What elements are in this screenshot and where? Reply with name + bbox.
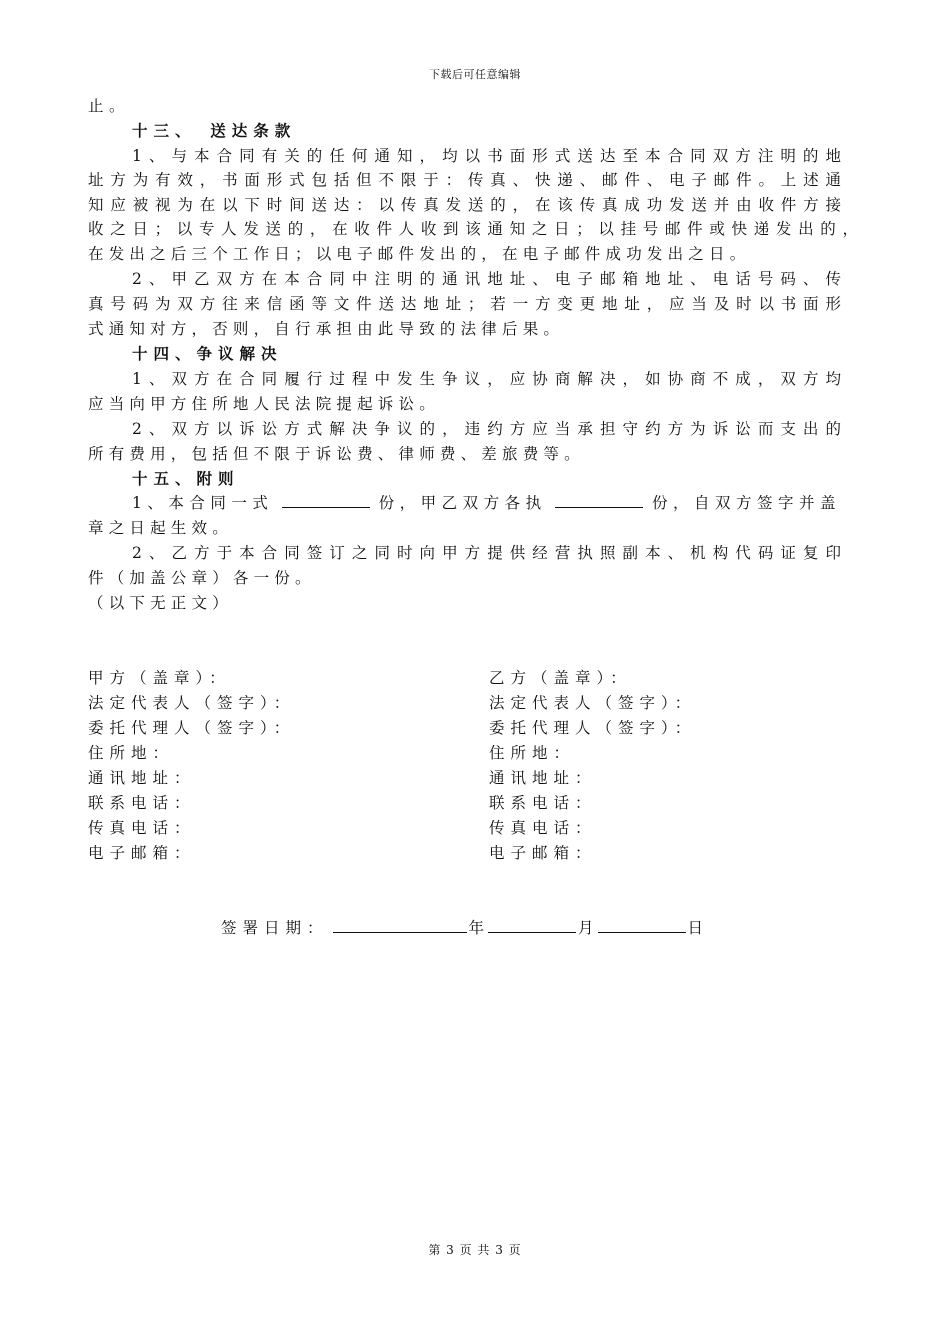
section-15-title: 十五、附则 bbox=[132, 469, 240, 488]
party-a-domicile-label: 住所地： bbox=[88, 744, 175, 762]
section-14-p2-last-line: 所有费用，包括但不限于诉讼费、律师费、差旅费等。 bbox=[88, 445, 585, 463]
continuation-text: 止。 bbox=[88, 97, 131, 115]
section-13-p2-line: 真号码为双方往来信函等文件送达地址；若一方变更地址，应当及时以书面形 bbox=[88, 295, 841, 313]
signing-month-blank[interactable] bbox=[488, 918, 576, 933]
signing-day-label: 日 bbox=[687, 919, 704, 937]
copies-total-blank[interactable] bbox=[282, 493, 370, 508]
section-13-p1-line: 1、与本合同有关的任何通知，均以书面形式送达至本合同双方注明的地 bbox=[132, 147, 841, 165]
end-of-text-note: （以下无正文） bbox=[88, 594, 233, 612]
section-13-p1-line: 知应被视为在以下时间送达：以传真发送的，在该传真成功发送并由收件方接 bbox=[88, 196, 841, 214]
section-14-p1-line: 1、双方在合同履行过程中发生争议，应协商解决，如协商不成，双方均 bbox=[132, 370, 841, 388]
section-13-p1-line: 址方为有效，书面形式包括但不限于：传真、快递、邮件、电子邮件。上述通 bbox=[88, 171, 841, 189]
party-a-address-label: 通讯地址： bbox=[88, 769, 196, 787]
party-a-fax-label: 传真电话： bbox=[88, 819, 196, 837]
signing-year-blank[interactable] bbox=[333, 918, 467, 933]
section-13-title: 十三、 送达条款 bbox=[132, 121, 297, 140]
section-13-p2-line: 2、甲乙双方在本合同中注明的通讯地址、电子邮箱地址、电话号码、传 bbox=[132, 270, 841, 288]
signing-day-blank[interactable] bbox=[598, 918, 686, 933]
signing-date-label: 签署日期： bbox=[221, 919, 329, 937]
section-15-p1-part-b: 份，甲乙双方各执 bbox=[378, 494, 547, 512]
section-14-p1-last-line: 应当向甲方住所地人民法院提起诉讼。 bbox=[88, 395, 440, 413]
signing-date-line bbox=[221, 916, 703, 938]
signing-month-label: 月 bbox=[578, 919, 594, 937]
party-b-email-label: 电子邮箱： bbox=[489, 844, 597, 862]
party-b-fax-label: 传真电话： bbox=[489, 819, 597, 837]
party-b-representative-label: 法定代表人（签字）： bbox=[489, 694, 697, 712]
section-15-p2-last-line: 件（加盖公章）各一份。 bbox=[88, 569, 316, 587]
section-13-p1-last-line: 在发出之后三个工作日；以电子邮件发出的，在电子邮件成功发出之日。 bbox=[88, 245, 751, 263]
page-footer: 第 3 页 共 3 页 bbox=[428, 1243, 522, 1257]
party-a-representative-label: 法定代表人（签字）： bbox=[88, 694, 296, 712]
section-15-p1-part-c: 份，自双方签字并盖 bbox=[651, 494, 841, 512]
party-b-phone-label: 联系电话： bbox=[489, 794, 597, 812]
section-13-p1-line: 收之日；以专人发送的，在收件人收到该通知之日；以挂号邮件或快递发出的， bbox=[88, 220, 858, 238]
signing-year-label: 年 bbox=[468, 919, 485, 937]
copies-each-blank[interactable] bbox=[555, 493, 643, 508]
section-15-p2-line: 2、乙方于本合同签订之同时向甲方提供经营执照副本、机构代码证复印 bbox=[132, 544, 841, 562]
section-15-p1-part-a: 1、本合同一式 bbox=[132, 494, 274, 512]
section-14-title: 十四、争议解决 bbox=[132, 344, 283, 363]
party-b-seal-label: 乙方（盖章）： bbox=[489, 669, 632, 687]
party-a-agent-label: 委托代理人（签字）： bbox=[88, 719, 296, 737]
section-14-p2-line: 2、双方以诉讼方式解决争议的，违约方应当承担守约方为诉讼而支出的 bbox=[132, 420, 841, 438]
party-b-domicile-label: 住所地： bbox=[489, 744, 576, 762]
party-b-address-label: 通讯地址： bbox=[489, 769, 597, 787]
page-header: 下载后可任意编辑 bbox=[429, 68, 521, 81]
section-15-p1-line bbox=[132, 491, 841, 513]
party-a-seal-label: 甲方（盖章）： bbox=[88, 669, 231, 687]
party-a-phone-label: 联系电话： bbox=[88, 794, 196, 812]
party-a-email-label: 电子邮箱： bbox=[88, 844, 196, 862]
party-b-agent-label: 委托代理人（签字）： bbox=[489, 719, 697, 737]
section-13-p2-last-line: 式通知对方，否则，自行承担由此导致的法律后果。 bbox=[88, 320, 565, 338]
section-15-p1-last-line: 章之日起生效。 bbox=[88, 519, 233, 537]
